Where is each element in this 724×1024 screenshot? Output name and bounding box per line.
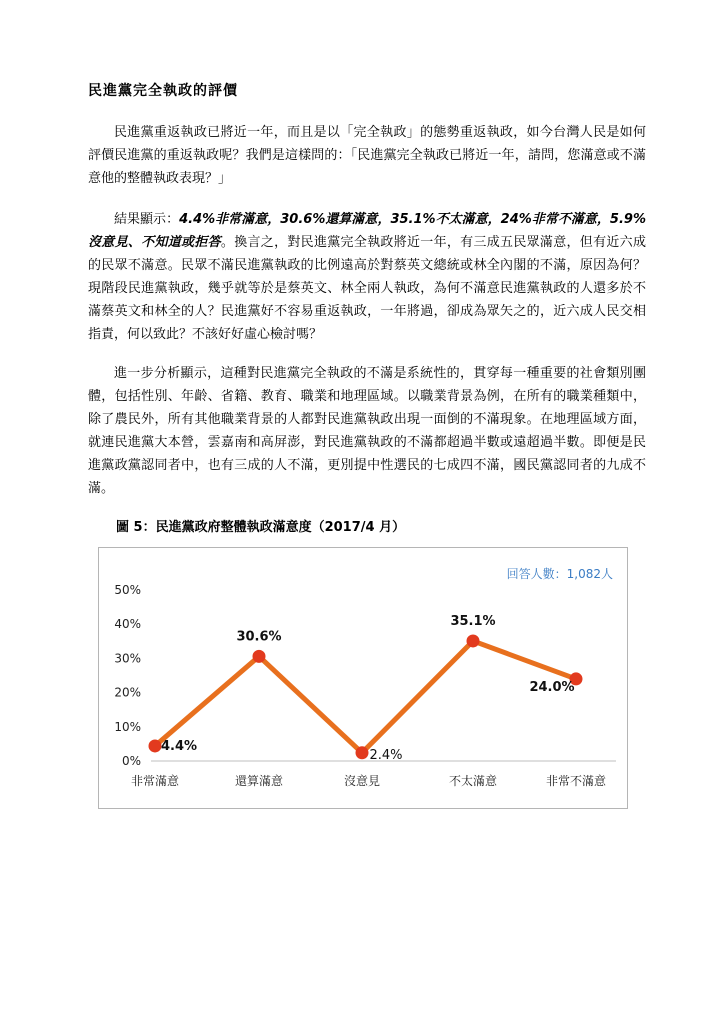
data-label: 35.1% xyxy=(450,613,496,629)
data-point xyxy=(149,740,161,752)
paragraph-2-lead: 結果顯示： xyxy=(114,212,180,227)
y-tick-label: 0% xyxy=(121,754,141,768)
section-heading: 民進黨完全執政的評價 xyxy=(88,83,238,99)
paragraph-3: 進一步分析顯示，這種對民進黨完全執政的不滿是系統性的，貫穿每一種重要的社會類別團體，包括性別、年齡、省籍、教育、職業和地理區域。以職業背景為例，在所有的職業種類中，除了農民外，所有其他職業背景的人都對民進黨執政出現一面倒的不滿現象。在地理區域方面，就連民進黨大本營，雲嘉南和高屏澎，對民進黨執政的不滿都超過半數或遠超過半數。即便是民進黨政黨認同者中，也有三成的人不滿，更別提中性選民的七成四不滿，國民黨認同者的九成不滿。 xyxy=(88,366,646,496)
chart-frame xyxy=(98,547,628,809)
y-tick-label: 30% xyxy=(114,651,141,666)
y-tick-label: 40% xyxy=(114,617,141,632)
x-category-label: 還算滿意 xyxy=(234,774,284,788)
data-point xyxy=(356,747,368,759)
line-chart xyxy=(99,548,627,808)
y-tick-label: 50% xyxy=(114,583,141,597)
y-tick-label: 10% xyxy=(114,719,141,734)
respondent-count-annotation: 回答人數：1,082人 xyxy=(506,567,613,581)
paragraph-1: 民進黨重返執政已將近一年，而且是以「完全執政」的態勢重返執政，如今台灣人民是如何評價民進黨的重返執政呢？我們是這樣問的：「民進黨完全執政已將近一年，請問，您滿意或不滿意他的整體執政表現？」 xyxy=(88,125,646,186)
x-category-label: 不太滿意 xyxy=(448,774,498,788)
y-tick-label: 20% xyxy=(114,685,141,700)
x-category-label: 沒意見 xyxy=(343,774,381,788)
series-line xyxy=(155,641,576,753)
paragraph-2-highlight: 4.4%非常滿意，30.6%還算滿意，35.1%不太滿意，24%非常不滿意，5.9%沒意見、不知道或拒答 xyxy=(88,212,646,250)
data-label: 30.6% xyxy=(236,629,282,645)
x-category-label: 非常滿意 xyxy=(130,774,180,788)
data-label: 4.4% xyxy=(160,738,198,754)
x-category-label: 非常不滿意 xyxy=(545,774,607,788)
data-label: 24.0% xyxy=(529,679,575,695)
data-label: 2.4% xyxy=(369,747,403,763)
paragraph-2-rest: 。換言之，對民進黨完全執政將近一年，有三成五民眾滿意，但有近六成的民眾不滿意。民眾不滿民進黨執政的比例遠高於對蔡英文總統或林全內閣的不滿，原因為何？現階段民進黨執政，幾乎就等於是蔡英文、林全兩人執政，為何不滿意民進黨執政的人還多於不滿蔡英文和林全的人？民進黨好不容易重返執政，一年將過，卻成為眾矢之的，近六成人民交相指責，何以致此？不該好好虛心檢討嗎？ xyxy=(88,235,646,342)
data-point xyxy=(467,635,479,647)
paragraph-2 xyxy=(88,208,646,346)
data-point xyxy=(253,650,265,662)
figure-caption: 圖 5：民進黨政府整體執政滿意度（2017/4 月） xyxy=(116,520,406,535)
